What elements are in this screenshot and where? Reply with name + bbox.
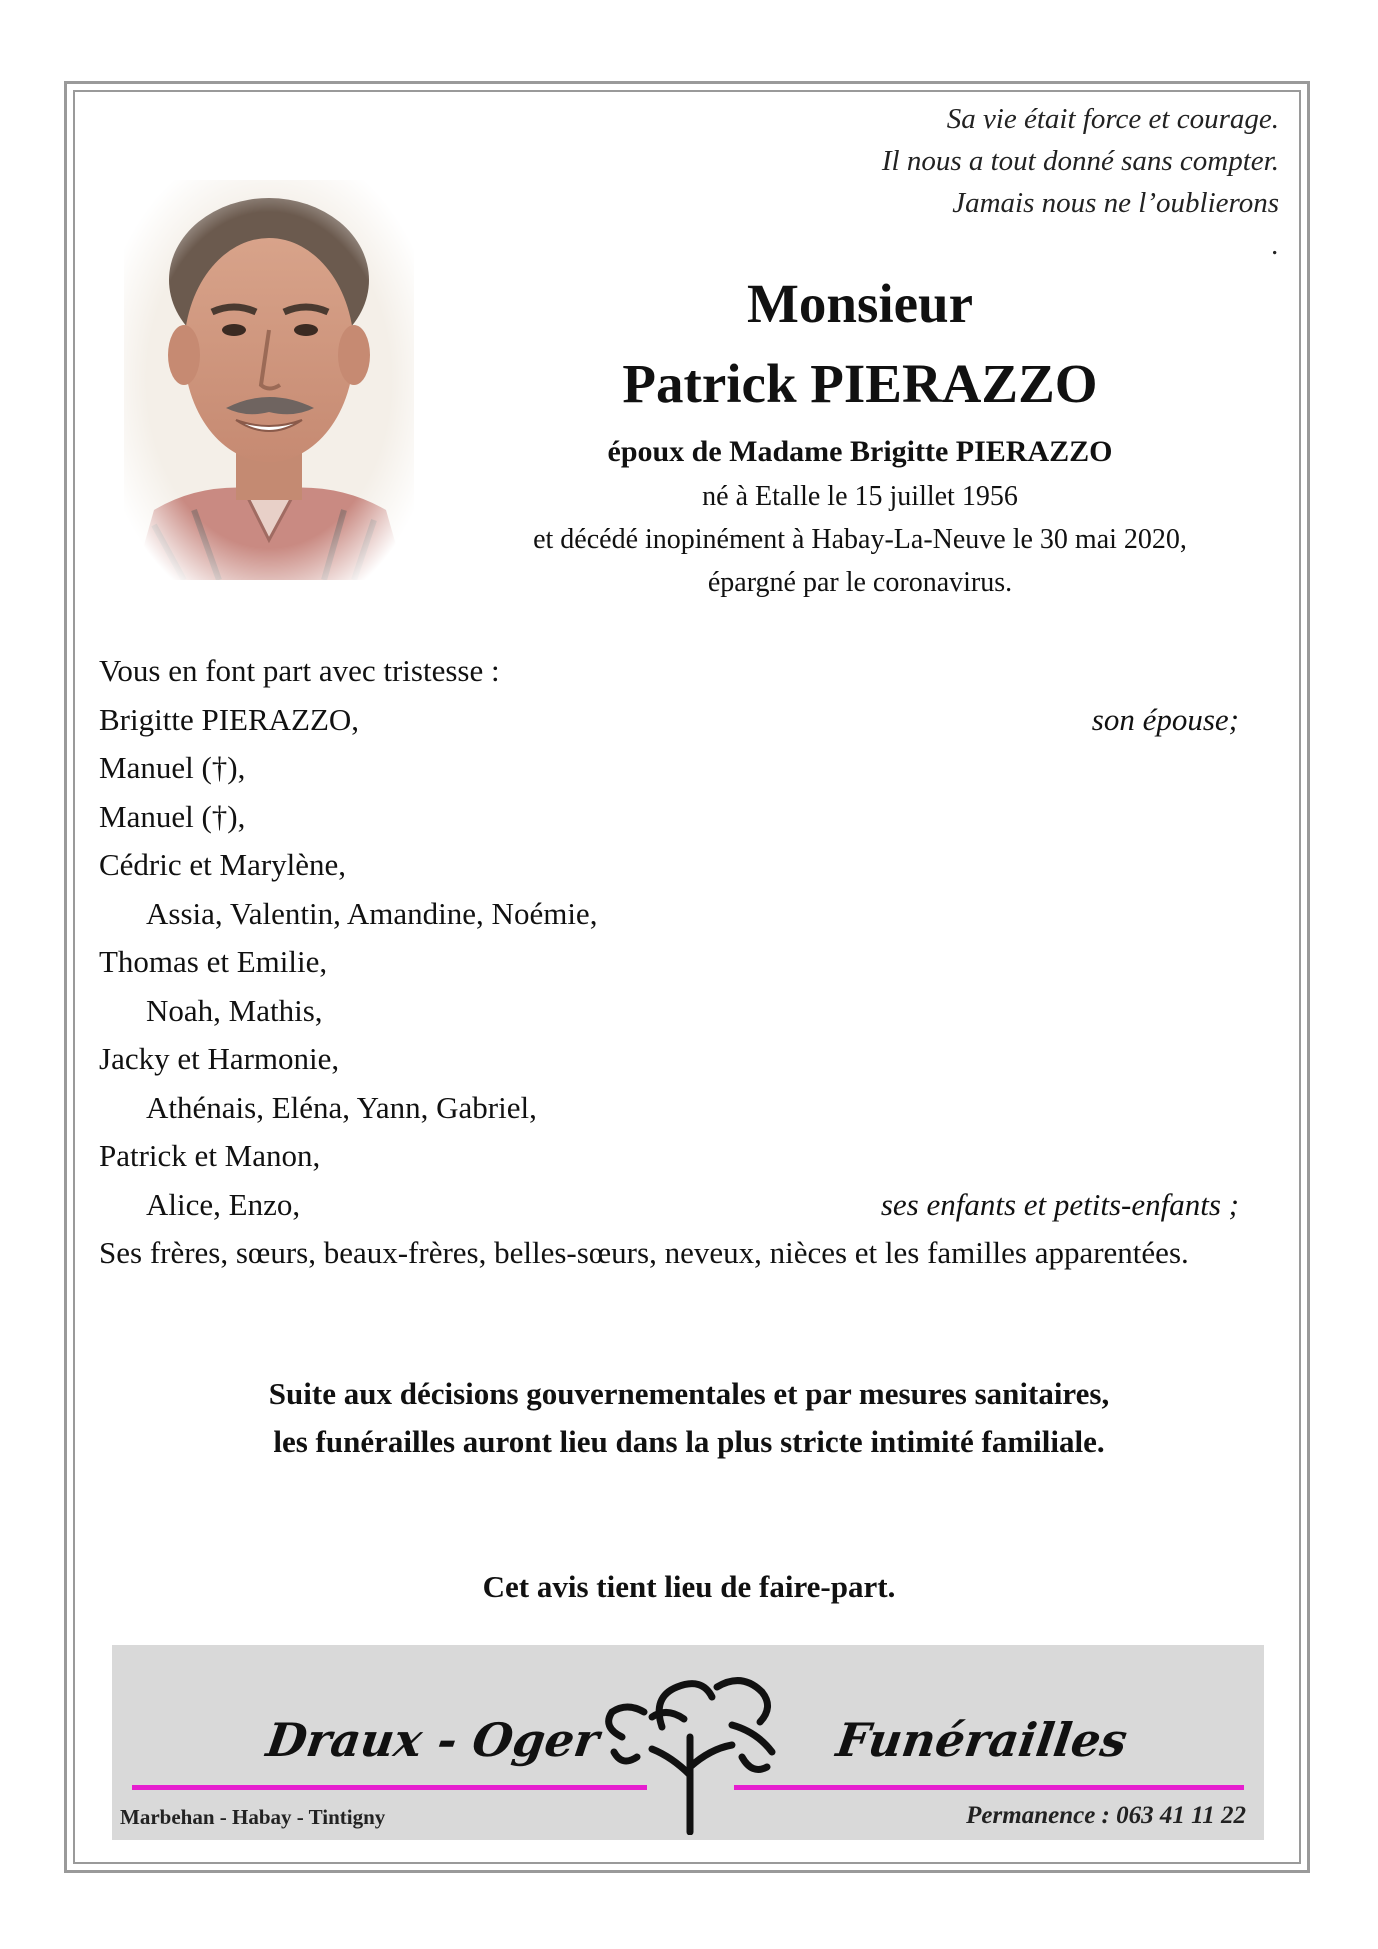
tree-logo-icon (592, 1657, 792, 1835)
birth-line: né à Etalle le 15 juillet 1956 (702, 481, 1018, 512)
poem-line: . (1271, 229, 1279, 261)
towns-label: Marbehan - Habay - Tintigny (120, 1805, 386, 1829)
funeral-notice (99, 1370, 1279, 1466)
family-member: Manuel (†), (99, 750, 246, 785)
civility: Monsieur (746, 273, 974, 334)
family-row (99, 1132, 1249, 1181)
family-role: ses enfants et petits-enfants ; (880, 1186, 1239, 1222)
poem (579, 98, 1279, 266)
family-row (99, 744, 1249, 793)
family-member: Manuel (†), (99, 798, 246, 834)
family-row (99, 1181, 1249, 1230)
family-list (99, 647, 1249, 1278)
family-row (99, 987, 1249, 1036)
poem-line: Sa vie était force et courage. (946, 103, 1279, 135)
family-member: Brigitte PIERAZZO, (99, 701, 360, 737)
poem-line: Jamais nous ne l’oublierons (952, 187, 1279, 219)
family-row (99, 793, 1249, 842)
family-row (99, 938, 1249, 987)
funeral-home-footer (112, 1645, 1264, 1840)
family-member: Jacky et Harmonie, (99, 1041, 340, 1076)
family-member: Patrick et Manon, (99, 1138, 321, 1173)
family-row (99, 841, 1249, 890)
accent-line-right (734, 1785, 1244, 1790)
family-row (99, 696, 1249, 745)
family-member: Athénais, Eléna, Yann, Gabriel, (146, 1089, 537, 1125)
avis-line: Cet avis tient lieu de faire-part. (482, 1569, 896, 1604)
poem-line: Il nous a tout donné sans compter. (881, 145, 1279, 177)
family-row (99, 1084, 1249, 1133)
family-intro: Vous en font part avec tristesse : (99, 653, 500, 688)
deceased-name: Patrick PIERAZZO (622, 353, 1098, 414)
notice-line: Suite aux décisions gouvernementales et par mesures sanitaires, (268, 1376, 1110, 1411)
family-others: Ses frères, sœurs, beaux-frères, belles-sœurs, neveux, nièces et les familles apparentées. (99, 1235, 1189, 1270)
brand-suffix: Funérailles (833, 1713, 1131, 1767)
portrait-photo (124, 180, 414, 580)
family-row (99, 1035, 1249, 1084)
death-line: et décédé inopinément à Habay-La-Neuve le 30 mai 2020, (533, 524, 1187, 555)
spouse-line: époux de Madame Brigitte PIERAZZO (607, 435, 1113, 468)
family-row (99, 890, 1249, 939)
brand-name: Draux - Oger (263, 1713, 603, 1767)
family-member: Cédric et Marylène, (99, 847, 347, 882)
family-member: Assia, Valentin, Amandine, Noémie, (146, 895, 598, 931)
permanence-phone: Permanence : 063 41 11 22 (966, 1802, 1246, 1829)
family-member: Thomas et Emilie, (99, 944, 328, 979)
family-member: Alice, Enzo, (146, 1186, 301, 1222)
family-role: son épouse; (1091, 701, 1239, 737)
family-member: Noah, Mathis, (146, 992, 323, 1028)
notice-line: les funérailles auront lieu dans la plus stricte intimité familiale. (273, 1424, 1105, 1459)
accent-line-left (132, 1785, 647, 1790)
note-line: épargné par le coronavirus. (707, 567, 1013, 598)
